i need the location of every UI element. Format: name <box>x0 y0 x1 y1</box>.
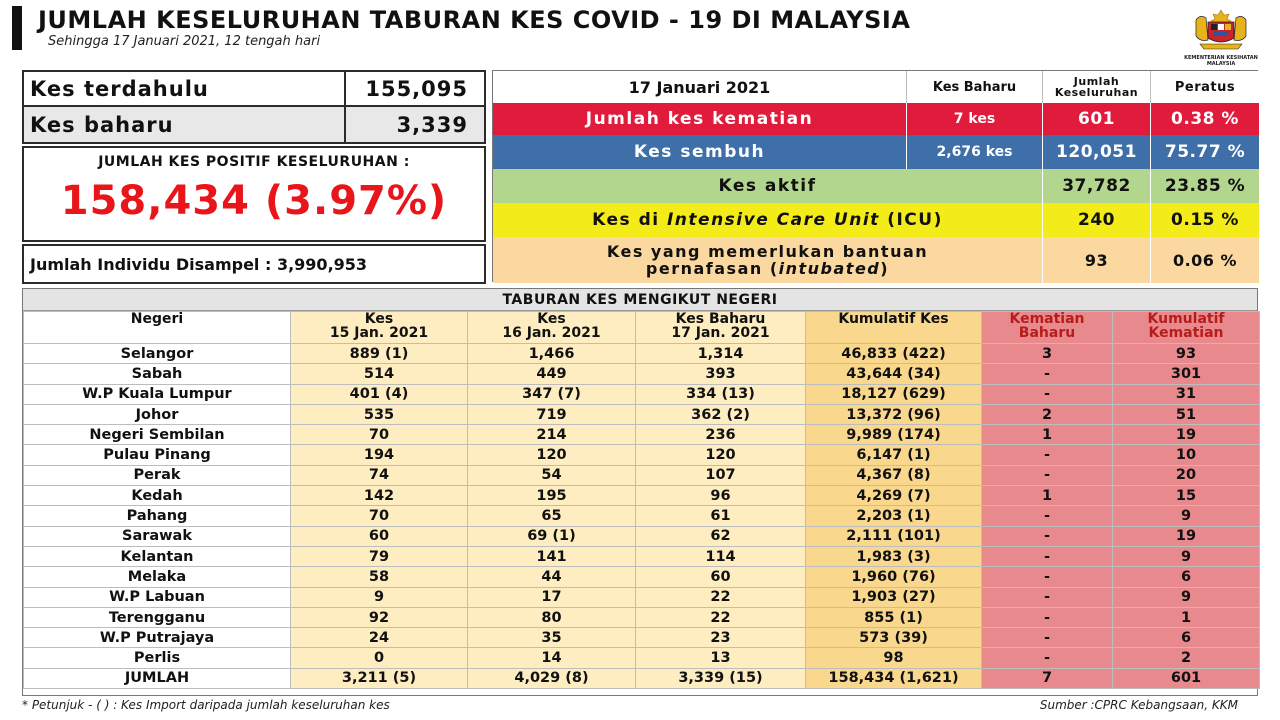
col-cumulative-deaths <box>1113 312 1260 344</box>
new-deaths-cell: - <box>982 628 1113 648</box>
col-overall-total-line1: Jumlah <box>1073 75 1120 88</box>
cumulative-deaths-cell: 1 <box>1113 607 1260 627</box>
icu-percent: 0.15 % <box>1171 210 1239 230</box>
cases-16jan-cell: 195 <box>468 486 636 506</box>
state-name-cell: Kelantan <box>24 546 291 566</box>
cases-15jan-cell: 142 <box>291 486 468 506</box>
new-cases-17jan-cell: 96 <box>636 486 806 506</box>
col-new-cases: Kes Baharu <box>907 71 1043 103</box>
col-percent: Peratus <box>1174 79 1236 95</box>
active-percent: 23.85 % <box>1164 176 1246 196</box>
cases-16jan-cell: 17 <box>468 587 636 607</box>
col-new-cases-17jan-line1: Kes Baharu <box>675 311 766 327</box>
state-name-cell: W.P Kuala Lumpur <box>24 384 291 404</box>
col-cases-16jan <box>468 312 636 344</box>
cases-15jan-cell: 79 <box>291 546 468 566</box>
cumulative-deaths-cell: 10 <box>1113 445 1260 465</box>
previous-cases-label: Kes terdahulu <box>24 72 346 105</box>
recovered-label: Kes sembuh <box>493 135 907 169</box>
new-cases-row <box>24 107 484 142</box>
cumulative-deaths-cell: 51 <box>1113 404 1260 424</box>
table-row <box>24 526 1260 546</box>
case-status-table <box>492 70 1258 282</box>
cases-15jan-cell: 74 <box>291 465 468 485</box>
table-row <box>24 587 1260 607</box>
state-table-header-row <box>24 312 1260 344</box>
cases-16jan-cell: 80 <box>468 607 636 627</box>
new-deaths-cell: - <box>982 445 1113 465</box>
cases-15jan-cell: 24 <box>291 628 468 648</box>
deaths-label: Jumlah kes kematian <box>493 103 907 135</box>
state-name-cell: Perak <box>24 465 291 485</box>
cases-15jan-cell: 9 <box>291 587 468 607</box>
table-row <box>24 404 1260 424</box>
state-name-cell: Pahang <box>24 506 291 526</box>
cases-16jan-cell: 120 <box>468 445 636 465</box>
cumulative-deaths-cell: 19 <box>1113 425 1260 445</box>
status-header-row <box>493 71 1259 103</box>
cumulative-cases-cell: 855 (1) <box>806 607 982 627</box>
table-row <box>24 445 1260 465</box>
new-cases-17jan-cell: 61 <box>636 506 806 526</box>
col-new-cases-17jan-line2: 17 Jan. 2021 <box>671 325 770 341</box>
col-new-deaths <box>982 312 1113 344</box>
cases-16jan-cell: 4,029 (8) <box>468 668 636 688</box>
cumulative-cases-cell: 1,983 (3) <box>806 546 982 566</box>
state-name-cell: Melaka <box>24 567 291 587</box>
cumulative-deaths-cell: 301 <box>1113 364 1260 384</box>
cumulative-deaths-cell: 15 <box>1113 486 1260 506</box>
col-state: Negeri <box>24 312 291 344</box>
total-positive-value: 158,434 (3.97%) <box>60 178 448 224</box>
new-deaths-cell: - <box>982 567 1113 587</box>
title-accent-bar <box>12 6 22 50</box>
deaths-total: 601 <box>1043 103 1151 135</box>
cumulative-deaths-cell: 6 <box>1113 628 1260 648</box>
icu-total: 240 <box>1043 203 1151 237</box>
icu-label-italic: Intensive Care Unit <box>666 210 880 230</box>
col-new-deaths-line1: Kematian <box>1009 311 1085 327</box>
state-table-body <box>24 344 1260 689</box>
intubated-percent: 0.06 % <box>1172 250 1238 270</box>
table-row <box>24 465 1260 485</box>
new-deaths-cell: 1 <box>982 425 1113 445</box>
new-deaths-cell: - <box>982 465 1113 485</box>
col-new-deaths-line2: Baharu <box>1018 325 1076 341</box>
state-name-cell: Johor <box>24 404 291 424</box>
state-distribution-table <box>23 311 1260 689</box>
cases-15jan-cell: 0 <box>291 648 468 668</box>
intubated-row <box>493 237 1259 283</box>
intubated-label-line2-prefix: pernafasan ( <box>645 259 779 278</box>
col-cases-15jan-line1: Kes <box>364 311 394 327</box>
malaysia-coat-of-arms-icon <box>1186 6 1256 50</box>
new-deaths-cell: - <box>982 607 1113 627</box>
active-label: Kes aktif <box>493 169 1043 203</box>
table-row <box>24 486 1260 506</box>
state-name-cell: Terengganu <box>24 607 291 627</box>
new-cases-17jan-cell: 120 <box>636 445 806 465</box>
deaths-row <box>493 103 1259 135</box>
cases-16jan-cell: 65 <box>468 506 636 526</box>
new-cases-17jan-cell: 22 <box>636 587 806 607</box>
deaths-new: 7 kes <box>907 103 1043 135</box>
new-deaths-cell: - <box>982 384 1113 404</box>
icu-label <box>493 203 1043 237</box>
cases-16jan-cell: 347 (7) <box>468 384 636 404</box>
recovered-new: 2,676 kes <box>907 135 1043 169</box>
state-name-cell: Negeri Sembilan <box>24 425 291 445</box>
new-cases-17jan-cell: 236 <box>636 425 806 445</box>
table-row <box>24 628 1260 648</box>
table-row <box>24 546 1260 566</box>
cumulative-deaths-cell: 6 <box>1113 567 1260 587</box>
cumulative-deaths-cell: 20 <box>1113 465 1260 485</box>
new-cases-17jan-cell: 22 <box>636 607 806 627</box>
new-deaths-cell: 3 <box>982 344 1113 364</box>
intubated-label-line2-italic: intubated <box>778 259 881 278</box>
previous-cases-value: 155,095 <box>365 76 468 101</box>
table-row <box>24 648 1260 668</box>
cumulative-deaths-cell: 9 <box>1113 546 1260 566</box>
table-row <box>24 506 1260 526</box>
new-cases-17jan-cell: 107 <box>636 465 806 485</box>
recovered-percent: 75.77 % <box>1164 142 1246 162</box>
cumulative-cases-cell: 6,147 (1) <box>806 445 982 465</box>
table-row <box>24 384 1260 404</box>
state-name-cell: Sabah <box>24 364 291 384</box>
cumulative-deaths-cell: 31 <box>1113 384 1260 404</box>
cumulative-cases-cell: 98 <box>806 648 982 668</box>
col-overall-total <box>1043 71 1151 103</box>
icu-row <box>493 203 1259 237</box>
new-cases-17jan-cell: 362 (2) <box>636 404 806 424</box>
cumulative-cases-cell: 1,903 (27) <box>806 587 982 607</box>
new-deaths-cell: - <box>982 587 1113 607</box>
ministry-logo <box>1178 6 1264 67</box>
cumulative-deaths-cell: 9 <box>1113 587 1260 607</box>
cases-16jan-cell: 449 <box>468 364 636 384</box>
cases-15jan-cell: 535 <box>291 404 468 424</box>
state-name-cell: W.P Putrajaya <box>24 628 291 648</box>
total-positive-label: JUMLAH KES POSITIF KESELURUHAN : <box>98 154 410 170</box>
active-row <box>493 169 1259 203</box>
cumulative-cases-cell: 9,989 (174) <box>806 425 982 445</box>
deaths-percent: 0.38 % <box>1171 109 1239 129</box>
cases-15jan-cell: 514 <box>291 364 468 384</box>
cumulative-deaths-cell: 19 <box>1113 526 1260 546</box>
intubated-total: 93 <box>1043 237 1151 283</box>
cases-16jan-cell: 69 (1) <box>468 526 636 546</box>
state-table-caption: TABURAN KES MENGIKUT NEGERI <box>23 289 1257 311</box>
cases-15jan-cell: 401 (4) <box>291 384 468 404</box>
cumulative-cases-cell: 4,367 (8) <box>806 465 982 485</box>
col-cases-16jan-line1: Kes <box>537 311 566 327</box>
state-name-cell: Sarawak <box>24 526 291 546</box>
col-cases-15jan <box>291 312 468 344</box>
cumulative-cases-cell: 46,833 (422) <box>806 344 982 364</box>
new-deaths-cell: 2 <box>982 404 1113 424</box>
recovered-total: 120,051 <box>1043 135 1151 169</box>
cumulative-cases-cell: 43,644 (34) <box>806 364 982 384</box>
table-row <box>24 425 1260 445</box>
active-total: 37,782 <box>1043 169 1151 203</box>
new-deaths-cell: - <box>982 526 1113 546</box>
cumulative-deaths-cell: 93 <box>1113 344 1260 364</box>
new-cases-17jan-cell: 13 <box>636 648 806 668</box>
col-cumulative-deaths-line2: Kematian <box>1148 325 1224 341</box>
new-cases-17jan-cell: 114 <box>636 546 806 566</box>
cumulative-cases-cell: 18,127 (629) <box>806 384 982 404</box>
source-note: Sumber :CPRC Kebangsaan, KKM <box>1039 698 1238 712</box>
new-deaths-cell: - <box>982 648 1113 668</box>
cumulative-cases-cell: 2,111 (101) <box>806 526 982 546</box>
intubated-label-line1: Kes yang memerlukan bantuan <box>606 242 929 261</box>
cumulative-deaths-cell: 601 <box>1113 668 1260 688</box>
new-cases-17jan-cell: 23 <box>636 628 806 648</box>
cases-16jan-cell: 214 <box>468 425 636 445</box>
new-cases-value: 3,339 <box>396 112 468 137</box>
col-cumulative-cases: Kumulatif Kes <box>806 312 982 344</box>
cases-15jan-cell: 58 <box>291 567 468 587</box>
new-cases-17jan-cell: 393 <box>636 364 806 384</box>
col-cases-15jan-line2: 15 Jan. 2021 <box>329 325 429 341</box>
cumulative-cases-cell: 158,434 (1,621) <box>806 668 982 688</box>
icu-label-prefix: Kes di <box>592 210 667 230</box>
state-name-cell: Selangor <box>24 344 291 364</box>
cases-15jan-cell: 70 <box>291 425 468 445</box>
table-row <box>24 607 1260 627</box>
page-subtitle: Sehingga 17 Januari 2021, 12 tengah hari <box>48 34 321 49</box>
intubated-label-line2-suffix: ) <box>880 259 890 278</box>
table-row <box>24 364 1260 384</box>
new-cases-17jan-cell: 60 <box>636 567 806 587</box>
col-new-cases-17jan <box>636 312 806 344</box>
col-overall-total-line2: Keseluruhan <box>1054 86 1139 99</box>
cumulative-deaths-cell: 2 <box>1113 648 1260 668</box>
recovered-row <box>493 135 1259 169</box>
cumulative-cases-cell: 13,372 (96) <box>806 404 982 424</box>
total-row <box>24 668 1260 688</box>
ministry-logo-label: KEMENTERIAN KESIHATAN MALAYSIA <box>1184 55 1258 67</box>
cumulative-cases-cell: 1,960 (76) <box>806 567 982 587</box>
cases-16jan-cell: 44 <box>468 567 636 587</box>
case-summary-table <box>22 70 486 144</box>
cumulative-cases-cell: 2,203 (1) <box>806 506 982 526</box>
footnote: * Petunjuk - ( ) : Kes Import daripada jumlah keseluruhan kes <box>22 698 390 712</box>
cases-15jan-cell: 3,211 (5) <box>291 668 468 688</box>
page-title: JUMLAH KESELURUHAN TABURAN KES COVID - 19 DI MALAYSIA <box>38 6 911 34</box>
new-cases-17jan-cell: 334 (13) <box>636 384 806 404</box>
cumulative-cases-cell: 4,269 (7) <box>806 486 982 506</box>
new-deaths-cell: - <box>982 364 1113 384</box>
state-distribution-panel <box>22 288 1258 696</box>
previous-cases-row <box>24 72 484 107</box>
new-deaths-cell: - <box>982 506 1113 526</box>
cases-16jan-cell: 35 <box>468 628 636 648</box>
cases-16jan-cell: 54 <box>468 465 636 485</box>
intubated-label <box>493 237 1043 283</box>
cumulative-cases-cell: 573 (39) <box>806 628 982 648</box>
status-date: 17 Januari 2021 <box>493 71 907 103</box>
cumulative-deaths-cell: 9 <box>1113 506 1260 526</box>
new-cases-17jan-cell: 1,314 <box>636 344 806 364</box>
cases-15jan-cell: 889 (1) <box>291 344 468 364</box>
cases-16jan-cell: 141 <box>468 546 636 566</box>
table-row <box>24 344 1260 364</box>
new-deaths-cell: - <box>982 546 1113 566</box>
individuals-sampled: Jumlah Individu Disampel : 3,990,953 <box>22 244 486 284</box>
intubated-label-line2 <box>646 260 889 277</box>
new-deaths-cell: 1 <box>982 486 1113 506</box>
cases-15jan-cell: 70 <box>291 506 468 526</box>
cases-16jan-cell: 719 <box>468 404 636 424</box>
table-row <box>24 567 1260 587</box>
state-name-cell: JUMLAH <box>24 668 291 688</box>
cases-16jan-cell: 14 <box>468 648 636 668</box>
icu-label-suffix: (ICU) <box>879 210 943 230</box>
cases-15jan-cell: 60 <box>291 526 468 546</box>
new-cases-17jan-cell: 3,339 (15) <box>636 668 806 688</box>
cases-15jan-cell: 92 <box>291 607 468 627</box>
state-name-cell: Kedah <box>24 486 291 506</box>
total-positive-panel <box>22 146 486 242</box>
new-deaths-cell: 7 <box>982 668 1113 688</box>
cases-15jan-cell: 194 <box>291 445 468 465</box>
new-cases-label: Kes baharu <box>24 107 346 142</box>
new-cases-17jan-cell: 62 <box>636 526 806 546</box>
state-name-cell: W.P Labuan <box>24 587 291 607</box>
col-cases-16jan-line2: 16 Jan. 2021 <box>502 325 601 341</box>
state-name-cell: Pulau Pinang <box>24 445 291 465</box>
col-cumulative-deaths-line1: Kumulatif <box>1147 311 1225 327</box>
cases-16jan-cell: 1,466 <box>468 344 636 364</box>
state-name-cell: Perlis <box>24 648 291 668</box>
